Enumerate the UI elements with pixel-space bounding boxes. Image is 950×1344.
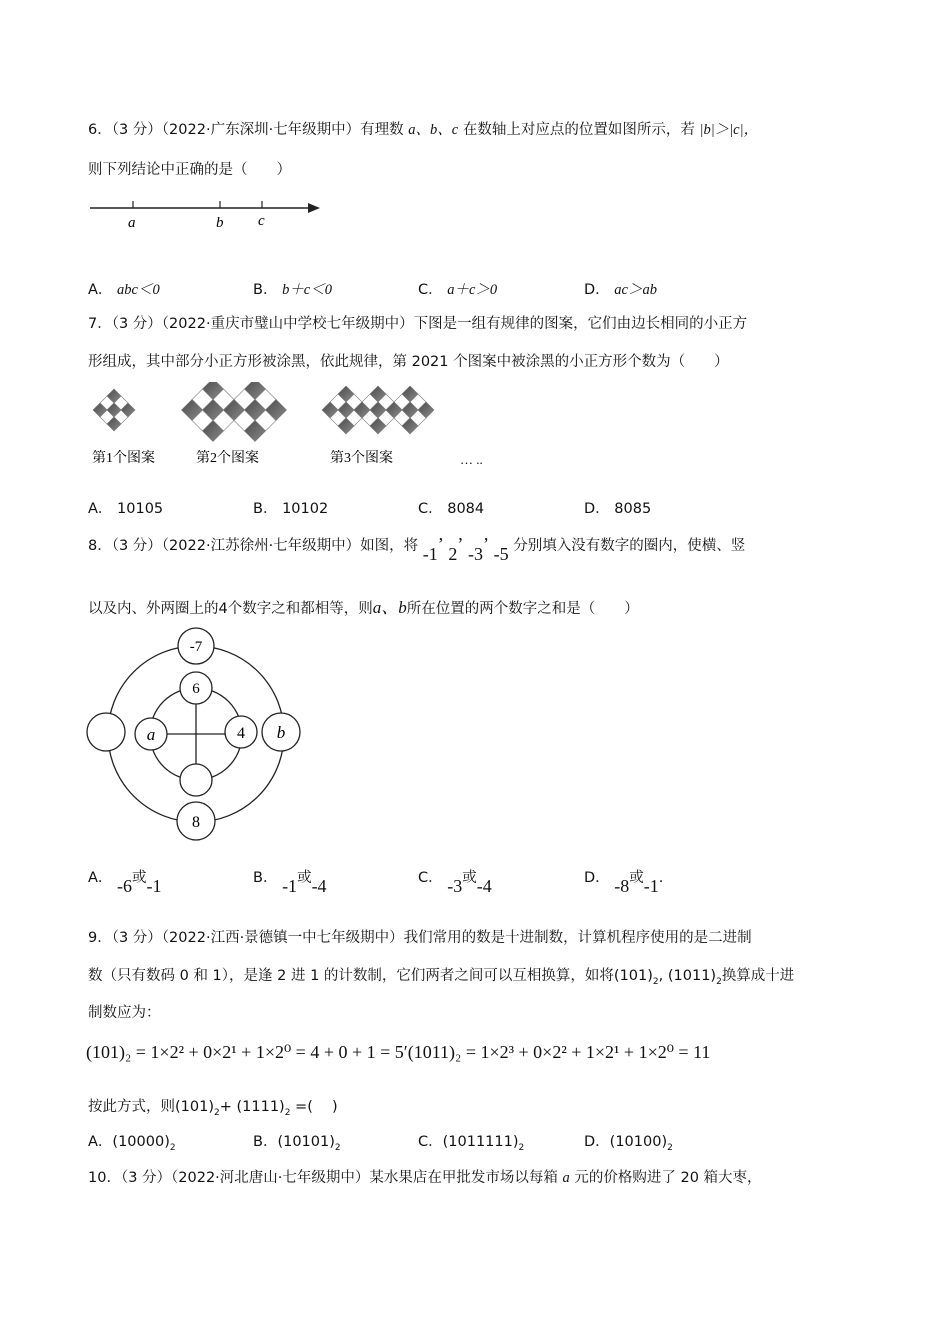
label-6: 6	[192, 681, 200, 697]
option-n2: -1	[643, 876, 659, 896]
q8-stem2-start: 以及内、外两圈上的4个数字之和都相等，则	[88, 601, 373, 617]
option-letter: D．	[584, 501, 610, 517]
q9-option-d[interactable]	[584, 1130, 673, 1153]
q7-option-a[interactable]	[88, 497, 163, 518]
option-text: a＋c＞0	[447, 282, 498, 298]
q7-option-b[interactable]	[253, 497, 328, 518]
subscript: 2	[214, 1107, 220, 1118]
circle-diagram	[84, 624, 314, 846]
q7-option-c[interactable]	[418, 497, 484, 518]
q8-number-1: -1	[422, 544, 438, 564]
q6-vars: a、b、c	[408, 122, 459, 138]
q8-stem-end: 分别填入没有数字的圈内，使横、竖	[513, 538, 746, 554]
q8-stem-start: 8．（3 分）（2022·江苏徐州·七年级期中）如图，将	[88, 538, 419, 554]
option-n1: -8	[614, 876, 630, 896]
q9-line2-a: 数（只有数码 0 和 1），是逢 2 进 1 的计数制，它们两者之间可以互相换算，如将(101)	[88, 968, 653, 984]
option-text: 10105	[117, 501, 164, 517]
subscript: 2	[334, 1142, 341, 1153]
q7-line1: 7．（3 分）（2022·重庆市璧山中学校七年级期中）下图是一组有规律的图案，它们由边长相同的小正方	[88, 316, 748, 332]
caption-pattern-3: 第3个图案	[330, 451, 393, 466]
q10-stem-end: 元的价格购进了 20 箱大枣，	[574, 1170, 762, 1186]
q8-number-4: -5	[493, 544, 509, 564]
q9-option-c[interactable]	[418, 1130, 524, 1153]
option-n1: -1	[282, 876, 298, 896]
option-n2: -1	[146, 876, 162, 896]
option-letter: A．	[88, 501, 113, 517]
label-minus-7: -7	[189, 639, 203, 655]
subscript: 2	[284, 1107, 291, 1118]
subscript: 2	[716, 976, 722, 987]
option-letter: B．	[253, 501, 278, 517]
option-n2: -4	[311, 876, 327, 896]
q6-option-d[interactable]	[584, 278, 657, 299]
option-letter: B．	[253, 282, 278, 298]
label-8: 8	[192, 814, 200, 831]
q9-line4	[88, 1095, 338, 1118]
option-letter: A．	[88, 870, 113, 886]
q8-number-3: -3	[468, 544, 484, 564]
pattern-figures	[88, 382, 508, 472]
q7-line2: 形组成，其中部分小正方形被涂黑，依此规律，第 2021 个图案中被涂黑的小正方形个数为（ ）	[88, 354, 729, 370]
option-letter: D．	[584, 870, 610, 886]
node-inner-bottom	[180, 764, 212, 796]
option-letter: C．	[418, 870, 443, 886]
q9-line2-c: 换算成十进	[721, 968, 795, 984]
option-or: 或	[629, 870, 644, 886]
option-letter: D．	[584, 282, 610, 298]
subscript: 2	[169, 1142, 176, 1153]
subscript: 2	[518, 1142, 525, 1153]
option-or: 或	[132, 870, 147, 886]
option-text: (10101)	[277, 1134, 335, 1150]
q6-option-c[interactable]	[418, 278, 497, 299]
q8-number-2: 2	[448, 544, 458, 564]
q6-line2: 则下列结论中正确的是（ ）	[88, 162, 291, 178]
q8-line1: 8．（3 分）（2022·江苏徐州·七年级期中）如图，将 -1’ 2’ -3’ -5 分别填入没有数字的圈内，使横、竖	[88, 534, 746, 564]
option-letter: D．	[584, 1134, 610, 1150]
option-text: b＋c＜0	[282, 282, 332, 298]
q8-stem2-end: 所在位置的两个数字之和是（ ）	[406, 601, 639, 617]
q7-option-d[interactable]	[584, 497, 651, 518]
option-text: (10100)	[609, 1134, 668, 1150]
q6-stem-mid: 在数轴上对应点的位置如图所示，若	[462, 122, 695, 138]
q6-line1	[88, 118, 758, 139]
caption-pattern-2: 第2个图案	[196, 451, 259, 466]
label-b: b	[276, 723, 286, 742]
q9-line4-c: =( )	[290, 1099, 338, 1115]
q8-option-a[interactable]	[88, 866, 162, 896]
option-n1: -6	[117, 876, 133, 896]
q9-line4-b: + (1111)	[219, 1099, 285, 1115]
axis-label-b: b	[216, 215, 224, 231]
q8-line2	[88, 593, 639, 618]
option-letter: C．	[418, 501, 443, 517]
option-text: abc＜0	[117, 282, 160, 298]
option-text: (10000)	[112, 1134, 170, 1150]
q9-line2	[88, 964, 794, 987]
q9-line2-b: , (1011)	[658, 968, 717, 984]
q10-var: a	[562, 1170, 570, 1186]
q9-formula: (101)₂ = 1×2² + 0×2¹ + 1×2⁰ = 4 + 0 + 1 = 5′(1011)₂ = 1×2³ + 0×2² + 1×2¹ + 1×2⁰ = 11	[86, 1042, 711, 1062]
option-letter: A．	[88, 1134, 113, 1150]
option-text: (1011111)	[442, 1134, 519, 1150]
q9-line3: 制数应为：	[88, 1005, 161, 1021]
q9-line4-a: 按此方式，则(101)	[88, 1099, 214, 1115]
option-text: 8084	[447, 501, 485, 517]
q6-stem-start: 6．（3 分）（2022·广东深圳·七年级期中）有理数	[88, 122, 404, 138]
q8-vars: a、b	[372, 598, 407, 617]
q6-option-a[interactable]	[88, 278, 160, 299]
q8-option-d[interactable]	[584, 866, 664, 896]
subscript: 2	[667, 1142, 673, 1153]
option-n1: -3	[447, 876, 463, 896]
option-n2: -4	[476, 876, 492, 896]
q8-option-b[interactable]	[253, 866, 327, 896]
number-line-arrow-icon	[308, 203, 320, 213]
option-text: 10102	[282, 501, 329, 517]
option-letter: A．	[88, 282, 113, 298]
axis-label-a: a	[128, 215, 136, 231]
node-left-outer	[87, 713, 125, 751]
q6-option-b[interactable]	[253, 278, 332, 299]
q9-option-b[interactable]	[253, 1130, 341, 1153]
option-text: 8085	[614, 501, 652, 517]
label-a: a	[146, 725, 156, 744]
q8-option-c[interactable]	[418, 866, 492, 896]
caption-ellipsis: … ..	[460, 452, 483, 467]
number-line-figure	[88, 196, 328, 236]
option-text: ac＞ab	[614, 282, 657, 298]
option-letter: C．	[418, 282, 443, 298]
q6-condition: |b|＞|c|，	[699, 122, 759, 138]
q9-line1: 9．（3 分）（2022·江西·景德镇一中七年级期中）我们常用的数是十进制数，计算机程序使用的是二进制	[88, 930, 752, 946]
axis-label-c: c	[258, 213, 265, 229]
option-tail: .	[658, 870, 664, 886]
q10-stem-start: 10．（3 分）（2022·河北唐山·七年级期中）某水果店在甲批发市场以每箱	[88, 1170, 558, 1186]
option-letter: B．	[253, 870, 278, 886]
pattern-group	[93, 382, 434, 442]
option-or: 或	[462, 870, 477, 886]
q9-option-a[interactable]	[88, 1130, 176, 1153]
label-4: 4	[237, 725, 245, 742]
caption-pattern-1: 第1个图案	[92, 451, 155, 466]
option-or: 或	[297, 870, 312, 886]
option-letter: B．	[253, 1134, 278, 1150]
q10-line1	[88, 1166, 762, 1187]
option-letter: C．	[418, 1134, 443, 1150]
subscript: 2	[652, 976, 659, 987]
